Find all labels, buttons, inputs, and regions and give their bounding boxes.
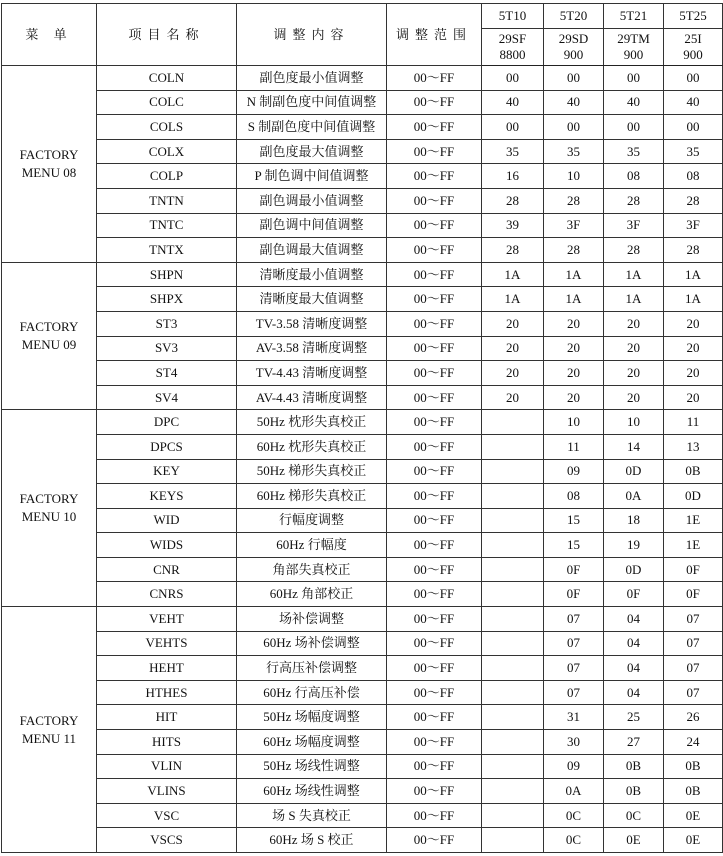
value-cell: 0E: [664, 803, 723, 828]
table-row: [2, 705, 723, 730]
table-row: [2, 680, 723, 705]
value-cell: 0E: [664, 828, 723, 853]
value-cell: 20: [664, 385, 723, 410]
value-cell: 10: [544, 410, 604, 435]
tv-model-line2: 900: [683, 47, 703, 62]
item-name-cell: DPC: [97, 410, 237, 435]
header-tv-model: [544, 29, 604, 66]
value-cell: 28: [544, 188, 604, 213]
adjust-range-cell: 00～FF: [387, 803, 482, 828]
value-cell: 15: [544, 508, 604, 533]
value-cell: 20: [604, 336, 664, 361]
value-cell: 0F: [664, 582, 723, 607]
adjust-range-cell: 00～FF: [387, 213, 482, 238]
item-name-cell: HTHES: [97, 680, 237, 705]
adjust-content-cell: 50Hz 梯形失真校正: [237, 459, 387, 484]
value-cell: 0D: [664, 484, 723, 509]
table-row: [2, 90, 723, 115]
item-name-cell: KEY: [97, 459, 237, 484]
value-cell: 20: [664, 336, 723, 361]
item-name-cell: TNTN: [97, 188, 237, 213]
factory-menu-table: [1, 3, 723, 853]
adjust-content-cell: N 制副色度中间值调整: [237, 90, 387, 115]
value-cell: [482, 779, 544, 804]
adjust-content-cell: 副色调最小值调整: [237, 188, 387, 213]
table-row: [2, 582, 723, 607]
table-row: [2, 311, 723, 336]
value-cell: 0C: [544, 803, 604, 828]
adjust-range-cell: 00～FF: [387, 434, 482, 459]
table-row: [2, 484, 723, 509]
value-cell: 20: [482, 385, 544, 410]
item-name-cell: HITS: [97, 730, 237, 755]
value-cell: 0B: [664, 459, 723, 484]
menu-group-cell: [2, 66, 97, 263]
value-cell: 0B: [664, 754, 723, 779]
adjust-content-cell: 50Hz 枕形失真校正: [237, 410, 387, 435]
adjust-range-cell: 00～FF: [387, 656, 482, 681]
table-row: [2, 533, 723, 558]
value-cell: 07: [664, 631, 723, 656]
value-cell: 39: [482, 213, 544, 238]
table-row: [2, 361, 723, 386]
menu-label-line1: FACTORY: [19, 712, 79, 728]
value-cell: 28: [664, 238, 723, 263]
adjust-content-cell: 副色度最大值调整: [237, 139, 387, 164]
item-name-cell: VSC: [97, 803, 237, 828]
item-name-cell: ST3: [97, 311, 237, 336]
item-name-cell: HEHT: [97, 656, 237, 681]
menu-label-line2: MENU 11: [21, 730, 77, 746]
menu-group-cell: [2, 410, 97, 607]
value-cell: [482, 680, 544, 705]
adjust-content-cell: P 制色调中间值调整: [237, 164, 387, 189]
adjust-content-cell: S 制副色度中间值调整: [237, 115, 387, 140]
adjust-content-cell: 60Hz 场线性调整: [237, 779, 387, 804]
value-cell: 00: [544, 66, 604, 91]
value-cell: 0F: [544, 582, 604, 607]
item-name-cell: VEHTS: [97, 631, 237, 656]
item-name-cell: SHPX: [97, 287, 237, 312]
tv-model-line2: 8800: [499, 47, 526, 62]
value-cell: 0F: [664, 557, 723, 582]
value-cell: 1A: [482, 287, 544, 312]
header-model: 5T10: [482, 4, 544, 29]
value-cell: 20: [604, 311, 664, 336]
item-name-cell: HIT: [97, 705, 237, 730]
value-cell: 0F: [544, 557, 604, 582]
value-cell: 07: [544, 631, 604, 656]
value-cell: 25: [604, 705, 664, 730]
value-cell: 08: [604, 164, 664, 189]
value-cell: 35: [664, 139, 723, 164]
item-name-cell: WID: [97, 508, 237, 533]
table-row: [2, 779, 723, 804]
item-name-cell: TNTX: [97, 238, 237, 263]
value-cell: [482, 508, 544, 533]
item-name-cell: CNRS: [97, 582, 237, 607]
value-cell: 40: [604, 90, 664, 115]
adjust-content-cell: 行幅度调整: [237, 508, 387, 533]
adjust-range-cell: 00～FF: [387, 385, 482, 410]
adjust-content-cell: 清晰度最小值调整: [237, 262, 387, 287]
value-cell: [482, 434, 544, 459]
value-cell: 28: [482, 188, 544, 213]
item-name-cell: TNTC: [97, 213, 237, 238]
table-row: [2, 115, 723, 140]
table-row: [2, 607, 723, 632]
menu-label-line1: FACTORY: [19, 319, 79, 335]
adjust-range-cell: 00～FF: [387, 410, 482, 435]
table-row: [2, 238, 723, 263]
value-cell: 13: [664, 434, 723, 459]
adjust-content-cell: 60Hz 行高压补偿: [237, 680, 387, 705]
table-row: [2, 385, 723, 410]
adjust-range-cell: 00～FF: [387, 311, 482, 336]
value-cell: 1A: [664, 262, 723, 287]
value-cell: [482, 459, 544, 484]
adjust-range-cell: 00～FF: [387, 828, 482, 853]
value-cell: 0D: [604, 459, 664, 484]
value-cell: [482, 656, 544, 681]
value-cell: [482, 631, 544, 656]
value-cell: 28: [604, 238, 664, 263]
value-cell: 0D: [604, 557, 664, 582]
value-cell: 35: [544, 139, 604, 164]
adjust-range-cell: 00～FF: [387, 484, 482, 509]
header-tv-model: [664, 29, 723, 66]
adjust-range-cell: 00～FF: [387, 607, 482, 632]
value-cell: 14: [604, 434, 664, 459]
value-cell: 08: [544, 484, 604, 509]
adjust-content-cell: TV-3.58 清晰度调整: [237, 311, 387, 336]
table-row: [2, 336, 723, 361]
table-row: [2, 508, 723, 533]
value-cell: 1A: [664, 287, 723, 312]
menu-label-line2: MENU 09: [21, 337, 77, 353]
table-row: [2, 557, 723, 582]
value-cell: 31: [544, 705, 604, 730]
adjust-content-cell: 60Hz 场幅度调整: [237, 730, 387, 755]
item-name-cell: COLP: [97, 164, 237, 189]
table-row: [2, 754, 723, 779]
adjust-content-cell: 清晰度最大值调整: [237, 287, 387, 312]
adjust-content-cell: AV-3.58 清晰度调整: [237, 336, 387, 361]
value-cell: 11: [544, 434, 604, 459]
menu-label-line2: MENU 10: [21, 509, 77, 525]
table-row: [2, 631, 723, 656]
adjust-range-cell: 00～FF: [387, 557, 482, 582]
table-row: [2, 164, 723, 189]
value-cell: 09: [544, 459, 604, 484]
value-cell: 1E: [664, 533, 723, 558]
value-cell: 3F: [544, 213, 604, 238]
table-body: [2, 66, 723, 853]
adjust-range-cell: 00～FF: [387, 361, 482, 386]
adjust-range-cell: 00～FF: [387, 754, 482, 779]
item-name-cell: COLX: [97, 139, 237, 164]
adjust-content-cell: 副色调中间值调整: [237, 213, 387, 238]
value-cell: 20: [544, 311, 604, 336]
value-cell: 15: [544, 533, 604, 558]
value-cell: [482, 705, 544, 730]
value-cell: [482, 484, 544, 509]
value-cell: 20: [604, 361, 664, 386]
value-cell: 0B: [604, 754, 664, 779]
adjust-content-cell: TV-4.43 清晰度调整: [237, 361, 387, 386]
adjust-range-cell: 00～FF: [387, 115, 482, 140]
header-model: 5T25: [664, 4, 723, 29]
adjust-range-cell: 00～FF: [387, 262, 482, 287]
item-name-cell: VLIN: [97, 754, 237, 779]
item-name-cell: DPCS: [97, 434, 237, 459]
adjust-range-cell: 00～FF: [387, 287, 482, 312]
tv-model-line2: 900: [623, 47, 644, 62]
value-cell: [482, 828, 544, 853]
table-row: [2, 188, 723, 213]
value-cell: [482, 607, 544, 632]
tv-model-line1: 25I: [684, 31, 702, 46]
value-cell: 04: [604, 631, 664, 656]
value-cell: 20: [664, 361, 723, 386]
value-cell: 3F: [604, 213, 664, 238]
value-cell: 20: [482, 311, 544, 336]
tv-model-line1: 29SF: [498, 31, 527, 46]
adjust-range-cell: 00～FF: [387, 164, 482, 189]
item-name-cell: VLINS: [97, 779, 237, 804]
table-row: [2, 656, 723, 681]
item-name-cell: ST4: [97, 361, 237, 386]
value-cell: 20: [664, 311, 723, 336]
adjust-content-cell: 场 S 失真校正: [237, 803, 387, 828]
value-cell: 00: [664, 115, 723, 140]
table-row: [2, 262, 723, 287]
value-cell: 20: [544, 336, 604, 361]
table-row: [2, 828, 723, 853]
table-row: [2, 287, 723, 312]
value-cell: 0A: [544, 779, 604, 804]
value-cell: 0E: [604, 828, 664, 853]
adjust-range-cell: 00～FF: [387, 533, 482, 558]
value-cell: 04: [604, 656, 664, 681]
value-cell: 11: [664, 410, 723, 435]
value-cell: 16: [482, 164, 544, 189]
adjust-content-cell: 副色调最大值调整: [237, 238, 387, 263]
adjust-range-cell: 00～FF: [387, 705, 482, 730]
header-tv-model: [604, 29, 664, 66]
value-cell: 00: [664, 66, 723, 91]
table-row: [2, 66, 723, 91]
value-cell: 07: [544, 656, 604, 681]
item-name-cell: VSCS: [97, 828, 237, 853]
value-cell: 1A: [544, 262, 604, 287]
value-cell: 00: [604, 66, 664, 91]
adjust-content-cell: 场补偿调整: [237, 607, 387, 632]
value-cell: 40: [482, 90, 544, 115]
value-cell: 00: [544, 115, 604, 140]
value-cell: 20: [482, 361, 544, 386]
item-name-cell: SV4: [97, 385, 237, 410]
item-name-cell: CNR: [97, 557, 237, 582]
item-name-cell: SV3: [97, 336, 237, 361]
value-cell: [482, 582, 544, 607]
value-cell: 07: [664, 607, 723, 632]
value-cell: 35: [482, 139, 544, 164]
value-cell: 07: [544, 607, 604, 632]
value-cell: 10: [604, 410, 664, 435]
table-row: [2, 730, 723, 755]
value-cell: 10: [544, 164, 604, 189]
adjust-range-cell: 00～FF: [387, 238, 482, 263]
value-cell: 40: [544, 90, 604, 115]
adjust-content-cell: AV-4.43 清晰度调整: [237, 385, 387, 410]
item-name-cell: COLN: [97, 66, 237, 91]
header-tv-model: [482, 29, 544, 66]
table-header: [2, 4, 723, 66]
adjust-content-cell: 50Hz 场幅度调整: [237, 705, 387, 730]
value-cell: 08: [664, 164, 723, 189]
value-cell: 20: [544, 361, 604, 386]
value-cell: 20: [482, 336, 544, 361]
value-cell: 18: [604, 508, 664, 533]
value-cell: 40: [664, 90, 723, 115]
value-cell: 07: [664, 680, 723, 705]
adjust-range-cell: 00～FF: [387, 508, 482, 533]
adjust-range-cell: 00～FF: [387, 459, 482, 484]
item-name-cell: KEYS: [97, 484, 237, 509]
value-cell: 09: [544, 754, 604, 779]
header-content: 调整内容: [237, 4, 387, 66]
value-cell: [482, 803, 544, 828]
value-cell: 0B: [604, 779, 664, 804]
table-row: [2, 434, 723, 459]
adjust-content-cell: 角部失真校正: [237, 557, 387, 582]
value-cell: 07: [544, 680, 604, 705]
adjust-range-cell: 00～FF: [387, 90, 482, 115]
value-cell: 0C: [604, 803, 664, 828]
value-cell: 00: [482, 66, 544, 91]
value-cell: 3F: [664, 213, 723, 238]
value-cell: 07: [664, 656, 723, 681]
value-cell: 20: [604, 385, 664, 410]
adjust-range-cell: 00～FF: [387, 188, 482, 213]
value-cell: [482, 557, 544, 582]
value-cell: 35: [604, 139, 664, 164]
table-row: [2, 459, 723, 484]
adjust-range-cell: 00～FF: [387, 582, 482, 607]
value-cell: 27: [604, 730, 664, 755]
value-cell: 0C: [544, 828, 604, 853]
value-cell: 1A: [604, 287, 664, 312]
adjust-content-cell: 60Hz 场补偿调整: [237, 631, 387, 656]
menu-group-cell: [2, 607, 97, 853]
item-name-cell: VEHT: [97, 607, 237, 632]
adjust-content-cell: 60Hz 场 S 校正: [237, 828, 387, 853]
table-row: [2, 803, 723, 828]
adjust-content-cell: 60Hz 梯形失真校正: [237, 484, 387, 509]
value-cell: 20: [544, 385, 604, 410]
adjust-range-cell: 00～FF: [387, 66, 482, 91]
header-model: 5T21: [604, 4, 664, 29]
item-name-cell: SHPN: [97, 262, 237, 287]
value-cell: 26: [664, 705, 723, 730]
value-cell: 28: [482, 238, 544, 263]
tv-model-line2: 900: [563, 47, 584, 62]
value-cell: 24: [664, 730, 723, 755]
value-cell: 0F: [604, 582, 664, 607]
value-cell: [482, 410, 544, 435]
table-row: [2, 213, 723, 238]
header-range: 调整范围: [387, 4, 482, 66]
value-cell: 28: [604, 188, 664, 213]
adjust-content-cell: 60Hz 枕形失真校正: [237, 434, 387, 459]
tv-model-line1: 29TM: [617, 31, 650, 46]
value-cell: 30: [544, 730, 604, 755]
adjust-range-cell: 00～FF: [387, 336, 482, 361]
value-cell: 28: [544, 238, 604, 263]
adjust-content-cell: 行高压补偿调整: [237, 656, 387, 681]
value-cell: 1A: [604, 262, 664, 287]
value-cell: 1A: [544, 287, 604, 312]
item-name-cell: WIDS: [97, 533, 237, 558]
value-cell: [482, 730, 544, 755]
menu-group-cell: [2, 262, 97, 410]
tv-model-line1: 29SD: [558, 31, 589, 46]
table-row: [2, 410, 723, 435]
value-cell: 04: [604, 607, 664, 632]
value-cell: [482, 533, 544, 558]
adjust-range-cell: 00～FF: [387, 631, 482, 656]
adjust-content-cell: 50Hz 场线性调整: [237, 754, 387, 779]
adjust-range-cell: 00～FF: [387, 139, 482, 164]
menu-label-line1: FACTORY: [19, 491, 79, 507]
header-menu: 菜 单: [2, 4, 97, 66]
value-cell: 1A: [482, 262, 544, 287]
value-cell: 0B: [664, 779, 723, 804]
header-model: 5T20: [544, 4, 604, 29]
adjust-range-cell: 00～FF: [387, 680, 482, 705]
value-cell: 0A: [604, 484, 664, 509]
adjust-content-cell: 60Hz 行幅度: [237, 533, 387, 558]
item-name-cell: COLC: [97, 90, 237, 115]
value-cell: 28: [664, 188, 723, 213]
value-cell: 19: [604, 533, 664, 558]
adjust-range-cell: 00～FF: [387, 779, 482, 804]
header-item-name: 项目名称: [97, 4, 237, 66]
value-cell: 1E: [664, 508, 723, 533]
adjust-content-cell: 副色度最小值调整: [237, 66, 387, 91]
value-cell: 00: [482, 115, 544, 140]
menu-label-line2: MENU 08: [21, 164, 77, 180]
menu-label-line1: FACTORY: [19, 146, 79, 162]
adjust-content-cell: 60Hz 角部校正: [237, 582, 387, 607]
value-cell: 04: [604, 680, 664, 705]
value-cell: [482, 754, 544, 779]
table-row: [2, 139, 723, 164]
adjust-range-cell: 00～FF: [387, 730, 482, 755]
item-name-cell: COLS: [97, 115, 237, 140]
value-cell: 00: [604, 115, 664, 140]
